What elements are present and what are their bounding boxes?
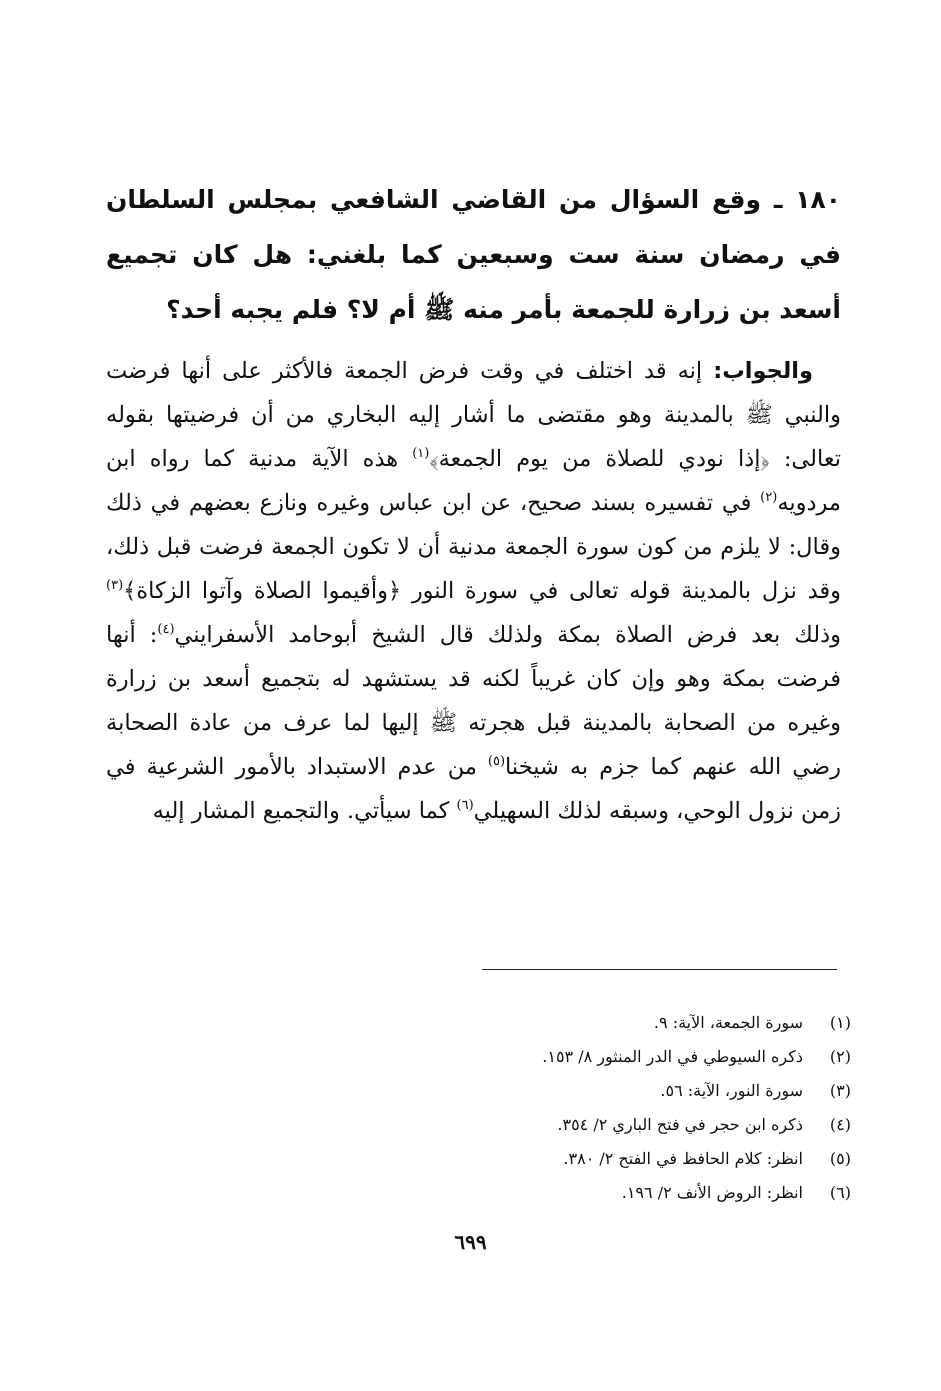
- footnote-number: (٦): [829, 1183, 851, 1202]
- footnote-text: انظر: كلام الحافظ في الفتح ٢/ ٣٨٠.: [563, 1149, 803, 1168]
- footnote-number: (٥): [829, 1149, 851, 1168]
- footnote-ref[interactable]: (١): [412, 446, 430, 461]
- footnote-ref[interactable]: (٢): [760, 490, 778, 505]
- footnote-number: (١): [829, 1013, 851, 1032]
- answer-segment: في تفسيره بسند صحيح، عن ابن عباس وغيره ونازع بعضهم في ذلك وقال: لا يلزم من كون سورة الجمعة مدنية أن لا تكون الجمعة فرضت قبل ذلك، وقد نزل بالمدينة قوله تعالى في سورة النور ﴿وأقيموا الصلاة وآتوا الزكاة﴾: [106, 490, 841, 604]
- answer-segment: هذه الآية مدنية كما رواه ابن مردويه: [106, 446, 841, 516]
- footnote-text: ذكره السيوطي في الدر المنثور ٨/ ١٥٣.: [542, 1047, 803, 1066]
- footnote-ref[interactable]: (٥): [487, 754, 506, 769]
- footnote-item: [331, 1074, 851, 1108]
- footnote-ref[interactable]: (٦): [456, 798, 474, 813]
- question-number: ١٨٠: [795, 185, 841, 214]
- footnote-number: (٤): [829, 1115, 851, 1134]
- footnote-item: [331, 1176, 851, 1210]
- footnotes-list: [331, 1006, 851, 1210]
- footnote-text: سورة النور، الآية: ٥٦.: [660, 1081, 803, 1100]
- answer-label: والجواب:: [713, 358, 813, 384]
- footnote-item: [331, 1040, 851, 1074]
- footnote-ref[interactable]: (٤): [157, 622, 175, 637]
- footnote-item: [331, 1108, 851, 1142]
- question-dash: ـ: [773, 185, 783, 214]
- answer-segment: إنه قد اختلف في وقت فرض الجمعة فالأكثر على أنها فرضت والنبي ﷺ بالمدينة وهو مقتضى ما أشار إليه البخاري من أن فرضيتها بقوله تعالى: ﴿إذا نودي للصلاة من يوم الجمعة﴾: [106, 358, 841, 472]
- footnote-item: [331, 1006, 851, 1040]
- footnote-text: سورة الجمعة، الآية: ٩.: [653, 1013, 803, 1032]
- footnote-item: [331, 1142, 851, 1176]
- answer-segment: من عدم الاستبداد بالأمور الشرعية في زمن نزول الوحي، وسبقه لذلك السهيلي: [106, 754, 841, 824]
- answer-segment: : أنها فرضت بمكة وهو وإن كان غريباً لكنه قد يستشهد له بتجميع أسعد بن زرارة وغيره من الصحابة بالمدينة قبل هجرته ﷺ إليها لما عرف من عادة الصحابة رضي الله عنهم كما جزم به شيخنا: [106, 622, 841, 780]
- footnote-text: ذكره ابن حجر في فتح الباري ٢/ ٣٥٤.: [557, 1115, 803, 1134]
- page-content: [106, 172, 841, 833]
- footnote-text: انظر: الروض الأنف ٢/ ١٩٦.: [621, 1183, 803, 1202]
- answer-paragraph: [106, 349, 841, 833]
- answer-segment: وذلك بعد فرض الصلاة بمكة ولذلك قال الشيخ أبوحامد الأسفرايني: [174, 622, 841, 648]
- question-text: وقع السؤال من القاضي الشافعي بمجلس السلطان في رمضان سنة ست وسبعين كما بلغني: هل كان تجميع أسعد بن زرارة للجمعة بأمر منه ﷺ أم لا؟ فلم يجبه أحد؟: [106, 185, 841, 324]
- footnote-ref[interactable]: (٣): [106, 578, 124, 593]
- question-paragraph: [106, 172, 841, 337]
- footnote-separator: [482, 969, 837, 970]
- answer-segment: كما سيأتي. والتجميع المشار إليه: [152, 798, 457, 824]
- footnote-number: (٢): [829, 1047, 851, 1066]
- page-number: ٦٩٩: [454, 1230, 487, 1254]
- footnote-number: (٣): [829, 1081, 851, 1100]
